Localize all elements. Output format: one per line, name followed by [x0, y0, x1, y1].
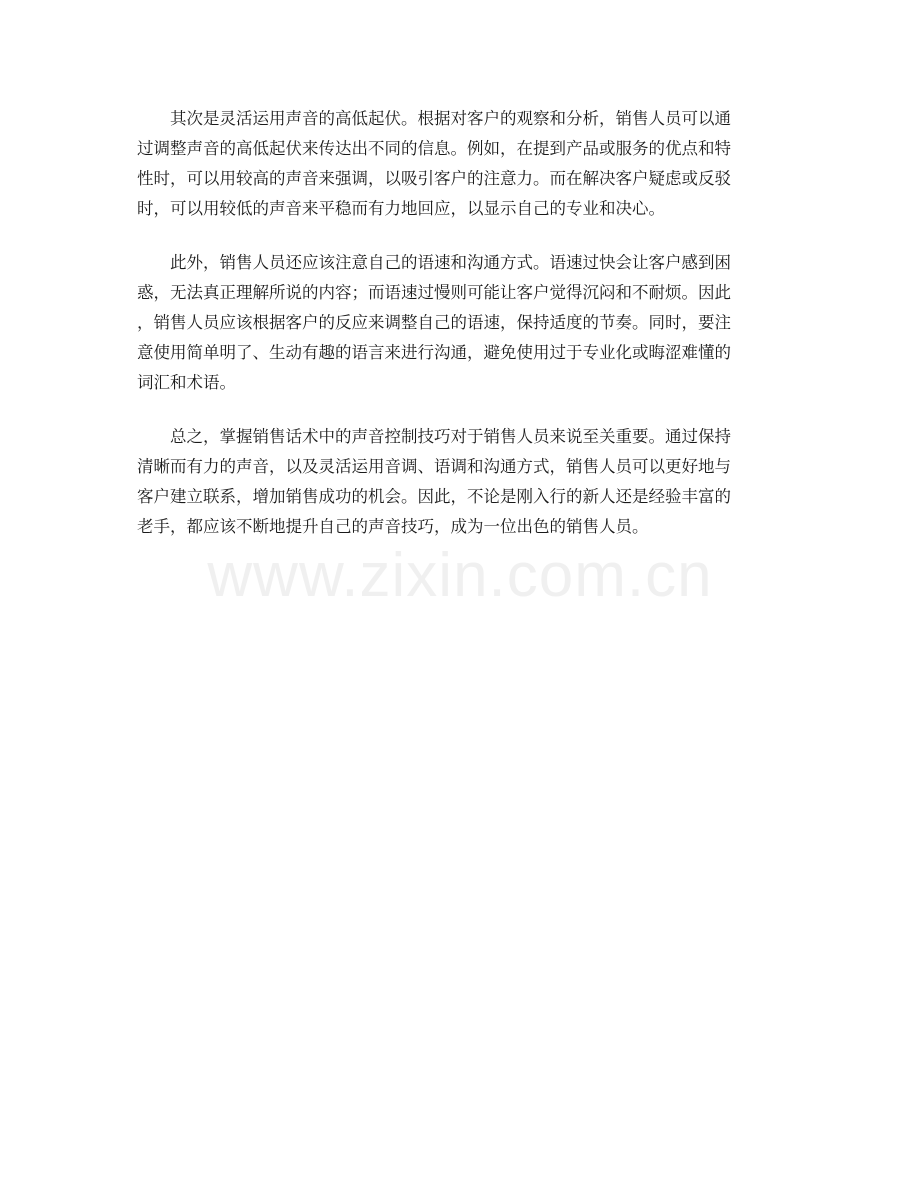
- paragraph-conclusion: [137, 422, 785, 542]
- paragraph-line: 性时，可以用较高的声音来强调，以吸引客户的注意力。而在解决客户疑虑或反驳: [137, 169, 731, 188]
- paragraph-speech-pace: [137, 248, 785, 398]
- paragraph-line: 时，可以用较低的声音来平稳而有力地回应，以显示自己的专业和决心。: [137, 199, 665, 218]
- paragraph-line: 客户建立联系，增加销售成功的机会。因此，不论是刚入行的新人还是经验丰富的: [137, 487, 731, 506]
- paragraph-line: 老手，都应该不断地提升自己的声音技巧，成为一位出色的销售人员。: [137, 517, 649, 536]
- document-body: [137, 104, 785, 566]
- watermark: www.zixin.com.cn: [207, 541, 713, 610]
- paragraph-line: 此外，销售人员还应该注意自己的语速和沟通方式。语速过快会让客户感到困: [170, 253, 731, 272]
- paragraph-line: 过调整声音的高低起伏来传达出不同的信息。例如，在提到产品或服务的优点和特: [137, 139, 731, 158]
- paragraph-line: 词汇和术语。: [137, 373, 236, 392]
- paragraph-line: 其次是灵活运用声音的高低起伏。根据对客户的观察和分析，销售人员可以通: [170, 109, 731, 128]
- paragraph-line: 总之，掌握销售话术中的声音控制技巧对于销售人员来说至关重要。通过保持: [170, 427, 731, 446]
- paragraph-line: 惑，无法真正理解所说的内容；而语速过慢则可能让客户觉得沉闷和不耐烦。因此: [137, 283, 731, 302]
- paragraph-line: ，销售人员应该根据客户的反应来调整自己的语速，保持适度的节奏。同时，要注: [137, 313, 731, 332]
- paragraph-pitch-variation: [137, 104, 785, 224]
- paragraph-line: 清晰而有力的声音，以及灵活运用音调、语调和沟通方式，销售人员可以更好地与: [137, 457, 731, 476]
- paragraph-line: 意使用简单明了、生动有趣的语言来进行沟通，避免使用过于专业化或晦涩难懂的: [137, 343, 731, 362]
